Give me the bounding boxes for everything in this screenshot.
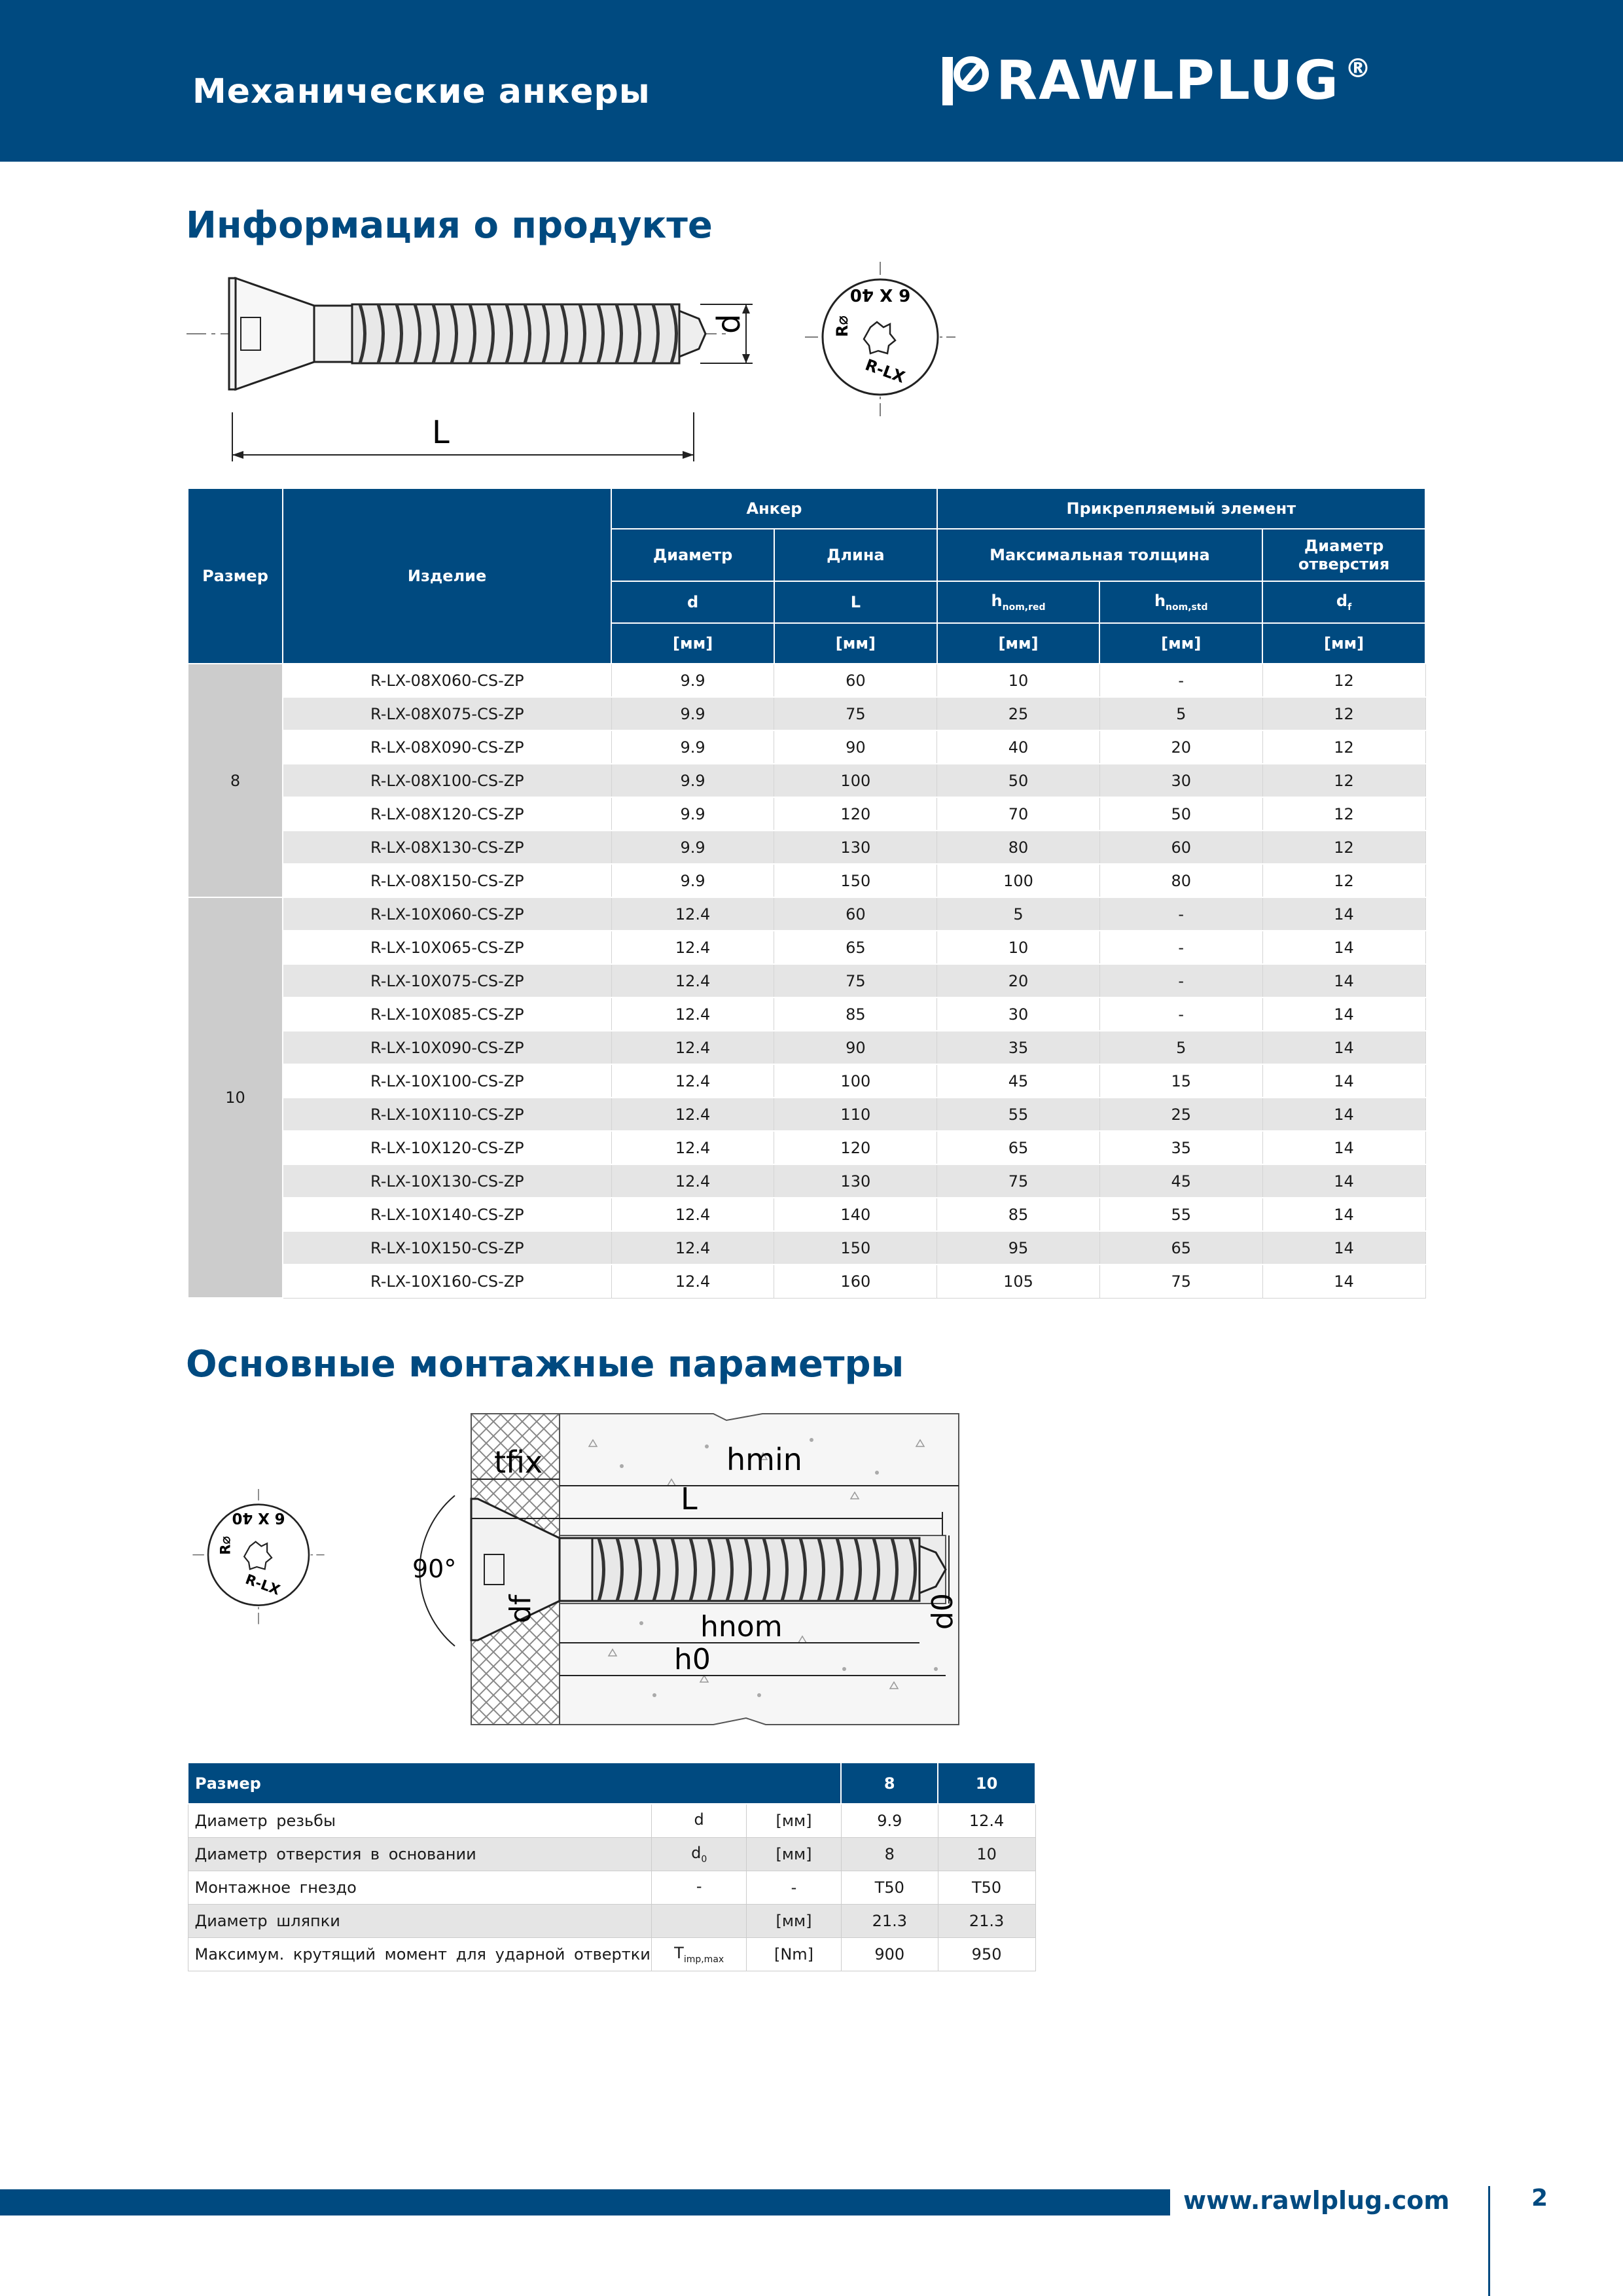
cell-d: 12.4	[611, 1164, 774, 1198]
inst-unit: [мм]	[747, 1837, 842, 1871]
cell-hstd: -	[1099, 897, 1262, 931]
table-row	[188, 764, 1425, 797]
inst-v10: 950	[938, 1937, 1035, 1971]
dim-L-label: L	[432, 414, 450, 451]
cell-hred: 35	[937, 1031, 1100, 1064]
cell-product: R-LX-10X110-CS-ZP	[283, 1098, 611, 1131]
cell-hred: 20	[937, 964, 1100, 997]
cell-df: 14	[1262, 964, 1425, 997]
cell-L: 130	[774, 831, 937, 864]
cell-d: 12.4	[611, 1265, 774, 1298]
inst-unit: -	[747, 1871, 842, 1904]
table-row	[188, 897, 1425, 931]
cell-hred: 25	[937, 697, 1100, 730]
cell-L: 90	[774, 1031, 937, 1064]
table-row	[188, 964, 1425, 997]
inst-unit: [мм]	[747, 1804, 842, 1837]
cell-hred: 50	[937, 764, 1100, 797]
cell-product: R-LX-10X090-CS-ZP	[283, 1031, 611, 1064]
col-diameter: Диаметр	[611, 529, 774, 581]
anchor-head-view-small	[190, 1489, 327, 1626]
cell-L: 110	[774, 1098, 937, 1131]
table-row	[188, 1131, 1425, 1164]
cell-hred: 95	[937, 1231, 1100, 1265]
cell-d: 12.4	[611, 1198, 774, 1231]
cell-df: 12	[1262, 697, 1425, 730]
inst-unit: [Nm]	[747, 1937, 842, 1971]
table-row	[188, 1937, 1035, 1971]
cell-df: 12	[1262, 864, 1425, 897]
cell-product: R-LX-08X130-CS-ZP	[283, 831, 611, 864]
table-row	[188, 1198, 1425, 1231]
cell-df: 14	[1262, 931, 1425, 964]
cell-d: 9.9	[611, 697, 774, 730]
installation-diagram	[393, 1407, 982, 1734]
head-marking-size: 6 X 40	[849, 285, 911, 304]
table-row	[188, 1871, 1035, 1904]
table-row	[188, 730, 1425, 764]
col-fixture: Прикрепляемый элемент	[937, 488, 1425, 529]
inst-label: Максимум. крутящий момент для ударной отвертки	[188, 1937, 652, 1971]
cell-product: R-LX-08X060-CS-ZP	[283, 664, 611, 697]
cell-hstd: -	[1099, 931, 1262, 964]
installation-table-body	[188, 1804, 1035, 1971]
rawlplug-logo-mark-icon	[942, 56, 990, 107]
inst-v8: 8	[841, 1837, 938, 1871]
cell-L: 150	[774, 864, 937, 897]
inst-label: Диаметр резьбы	[188, 1804, 652, 1837]
cell-df: 14	[1262, 1031, 1425, 1064]
unit: [мм]	[611, 623, 774, 664]
cell-hred: 10	[937, 931, 1100, 964]
dim-tfix: tfix	[494, 1444, 543, 1480]
cell-L: 75	[774, 964, 937, 997]
size-group-cell: 10	[188, 897, 283, 1298]
col-max-thickness: Максимальная толщина	[937, 529, 1262, 581]
inst-v8: T50	[841, 1871, 938, 1904]
cell-d: 12.4	[611, 1231, 774, 1265]
cell-df: 14	[1262, 897, 1425, 931]
sym-hred: $h_{nom,red}$	[937, 581, 1100, 623]
installation-table	[187, 1762, 1036, 1971]
cell-df: 12	[1262, 730, 1425, 764]
cell-L: 120	[774, 1131, 937, 1164]
table-row	[188, 1031, 1425, 1064]
footer-divider	[1488, 2186, 1490, 2296]
cell-product: R-LX-10X065-CS-ZP	[283, 931, 611, 964]
inst-label: Диаметр отверстия в основании	[188, 1837, 652, 1871]
product-table-body	[188, 664, 1425, 1298]
cell-hred: 55	[937, 1098, 1100, 1131]
footer-url-link[interactable]: www.rawlplug.com	[1183, 2186, 1450, 2215]
table-row	[188, 1837, 1035, 1871]
cell-df: 14	[1262, 1064, 1425, 1098]
cell-df: 12	[1262, 664, 1425, 697]
dim-h0: h0	[674, 1643, 711, 1676]
col-length: Длина	[774, 529, 937, 581]
table-row	[188, 1904, 1035, 1937]
inst-header-label: Размер	[188, 1763, 841, 1804]
cell-d: 12.4	[611, 964, 774, 997]
cell-hstd: 60	[1099, 831, 1262, 864]
size-group-cell: 8	[188, 664, 283, 897]
cell-hstd: 45	[1099, 1164, 1262, 1198]
cell-L: 60	[774, 664, 937, 697]
table-row	[188, 864, 1425, 897]
cell-L: 120	[774, 797, 937, 831]
sym-L: L	[774, 581, 937, 623]
cell-d: 12.4	[611, 897, 774, 931]
rawlplug-logo	[942, 50, 1371, 112]
table-row	[188, 1064, 1425, 1098]
cell-hstd: -	[1099, 964, 1262, 997]
dim-d-label: d	[711, 314, 747, 334]
sym-d: d	[611, 581, 774, 623]
cell-df: 14	[1262, 997, 1425, 1031]
head-marking-size: 6 X 40	[232, 1509, 285, 1526]
header-band	[0, 0, 1623, 162]
col-anchor: Анкер	[611, 488, 936, 529]
table-row	[188, 697, 1425, 730]
inst-symbol: -	[652, 1871, 747, 1904]
cell-product: R-LX-10X085-CS-ZP	[283, 997, 611, 1031]
inst-v8: 900	[841, 1937, 938, 1971]
cell-L: 65	[774, 931, 937, 964]
table-row	[188, 1164, 1425, 1198]
cell-L: 60	[774, 897, 937, 931]
cell-hred: 5	[937, 897, 1100, 931]
cell-product: R-LX-08X075-CS-ZP	[283, 697, 611, 730]
table-row	[188, 1265, 1425, 1298]
cell-L: 150	[774, 1231, 937, 1265]
col-hole-diameter: Диаметр отверстия	[1262, 529, 1425, 581]
cell-product: R-LX-10X075-CS-ZP	[283, 964, 611, 997]
cell-df: 12	[1262, 831, 1425, 864]
cell-L: 160	[774, 1265, 937, 1298]
cell-hstd: 15	[1099, 1064, 1262, 1098]
cell-hred: 65	[937, 1131, 1100, 1164]
col-size: Размер	[188, 488, 283, 664]
dim-d0: d0	[926, 1593, 959, 1630]
cell-d: 9.9	[611, 664, 774, 697]
dim-L: L	[681, 1481, 698, 1516]
inst-symbol	[652, 1904, 747, 1937]
inst-v10: 21.3	[938, 1904, 1035, 1937]
cell-product: R-LX-10X100-CS-ZP	[283, 1064, 611, 1098]
table-row	[188, 1804, 1035, 1837]
unit: [мм]	[774, 623, 937, 664]
cell-hstd: -	[1099, 664, 1262, 697]
cell-hred: 85	[937, 1198, 1100, 1231]
inst-v8: 9.9	[841, 1804, 938, 1837]
cell-d: 12.4	[611, 997, 774, 1031]
cell-d: 9.9	[611, 730, 774, 764]
sym-hstd: $h_{nom,std}$	[1099, 581, 1262, 623]
dim-df: df	[504, 1594, 537, 1623]
head-logo: R⌀	[833, 315, 851, 337]
inst-v8: 21.3	[841, 1904, 938, 1937]
cell-df: 14	[1262, 1131, 1425, 1164]
head-marking-brand: R-LX	[243, 1571, 283, 1598]
cell-hred: 10	[937, 664, 1100, 697]
inst-label: Диаметр шляпки	[188, 1904, 652, 1937]
table-row	[188, 997, 1425, 1031]
inst-unit: [мм]	[747, 1904, 842, 1937]
cell-hred: 100	[937, 864, 1100, 897]
cell-product: R-LX-08X100-CS-ZP	[283, 764, 611, 797]
table-row	[188, 664, 1425, 697]
cell-d: 9.9	[611, 797, 774, 831]
page-header-title: Механические анкеры	[192, 72, 651, 111]
thread-body	[352, 304, 679, 363]
cell-hred: 40	[937, 730, 1100, 764]
cell-product: R-LX-10X140-CS-ZP	[283, 1198, 611, 1231]
cell-hstd: 30	[1099, 764, 1262, 797]
inst-symbol: $d_0$	[652, 1837, 747, 1871]
cell-df: 12	[1262, 797, 1425, 831]
cell-hstd: 25	[1099, 1098, 1262, 1131]
cell-L: 75	[774, 697, 937, 730]
unit: [мм]	[937, 623, 1100, 664]
cell-d: 12.4	[611, 1031, 774, 1064]
installation-title: Основные монтажные параметры	[186, 1343, 904, 1386]
cell-product: R-LX-08X150-CS-ZP	[283, 864, 611, 897]
dim-angle: 90°	[412, 1554, 457, 1583]
table-row	[188, 831, 1425, 864]
dim-hnom: hnom	[700, 1610, 783, 1643]
table-row	[188, 1231, 1425, 1265]
col-product: Изделие	[283, 488, 611, 664]
cell-hred: 30	[937, 997, 1100, 1031]
registered-mark: ®	[1344, 54, 1371, 84]
table-row	[188, 797, 1425, 831]
anchor-head-top-view	[805, 262, 955, 419]
cell-L: 130	[774, 1164, 937, 1198]
cell-L: 100	[774, 1064, 937, 1098]
cell-product: R-LX-08X090-CS-ZP	[283, 730, 611, 764]
cell-d: 12.4	[611, 1098, 774, 1131]
inst-header-8: 8	[841, 1763, 938, 1804]
head-logo: R⌀	[217, 1535, 234, 1555]
cell-product: R-LX-10X150-CS-ZP	[283, 1231, 611, 1265]
cell-hstd: -	[1099, 997, 1262, 1031]
unit: [мм]	[1099, 623, 1262, 664]
cell-d: 9.9	[611, 864, 774, 897]
inst-v10: 10	[938, 1837, 1035, 1871]
cell-hred: 45	[937, 1064, 1100, 1098]
cell-hstd: 75	[1099, 1265, 1262, 1298]
cell-hstd: 50	[1099, 797, 1262, 831]
cell-df: 14	[1262, 1164, 1425, 1198]
cell-product: R-LX-10X160-CS-ZP	[283, 1265, 611, 1298]
cell-hstd: 35	[1099, 1131, 1262, 1164]
page-number: 2	[1531, 2185, 1548, 2212]
product-table	[187, 488, 1426, 1299]
cell-df: 14	[1262, 1198, 1425, 1231]
cell-df: 14	[1262, 1231, 1425, 1265]
cell-product: R-LX-10X060-CS-ZP	[283, 897, 611, 931]
cell-L: 90	[774, 730, 937, 764]
cell-hstd: 5	[1099, 697, 1262, 730]
cell-hstd: 80	[1099, 864, 1262, 897]
cell-L: 85	[774, 997, 937, 1031]
cell-d: 9.9	[611, 831, 774, 864]
cell-df: 14	[1262, 1098, 1425, 1131]
table-row	[188, 931, 1425, 964]
cell-hred: 105	[937, 1265, 1100, 1298]
product-info-title: Информация о продукте	[186, 204, 713, 247]
cell-hred: 75	[937, 1164, 1100, 1198]
head-marking-brand: R-LX	[863, 355, 908, 387]
dim-hmin: hmin	[726, 1442, 802, 1477]
cell-d: 12.4	[611, 1131, 774, 1164]
unit: [мм]	[1262, 623, 1425, 664]
cell-d: 12.4	[611, 1064, 774, 1098]
inst-header-10: 10	[938, 1763, 1035, 1804]
sym-df: $d_f$	[1262, 581, 1425, 623]
table-row	[188, 1098, 1425, 1131]
cell-product: R-LX-10X130-CS-ZP	[283, 1164, 611, 1198]
inst-v10: 12.4	[938, 1804, 1035, 1837]
cell-df: 12	[1262, 764, 1425, 797]
inst-symbol: d	[652, 1804, 747, 1837]
inst-symbol: $T_{imp,max}$	[652, 1937, 747, 1971]
cell-hstd: 5	[1099, 1031, 1262, 1064]
cell-L: 100	[774, 764, 937, 797]
logo-text: RAWLPLUG	[996, 50, 1340, 112]
cell-hstd: 55	[1099, 1198, 1262, 1231]
cell-hstd: 20	[1099, 730, 1262, 764]
anchor-side-drawing	[183, 259, 772, 475]
cell-hstd: 65	[1099, 1231, 1262, 1265]
footer-band	[0, 2189, 1170, 2215]
inst-v10: T50	[938, 1871, 1035, 1904]
cell-product: R-LX-08X120-CS-ZP	[283, 797, 611, 831]
cell-product: R-LX-10X120-CS-ZP	[283, 1131, 611, 1164]
cell-L: 140	[774, 1198, 937, 1231]
cell-hred: 80	[937, 831, 1100, 864]
cell-hred: 70	[937, 797, 1100, 831]
cell-df: 14	[1262, 1265, 1425, 1298]
cell-d: 12.4	[611, 931, 774, 964]
cell-d: 9.9	[611, 764, 774, 797]
inst-label: Монтажное гнездо	[188, 1871, 652, 1904]
